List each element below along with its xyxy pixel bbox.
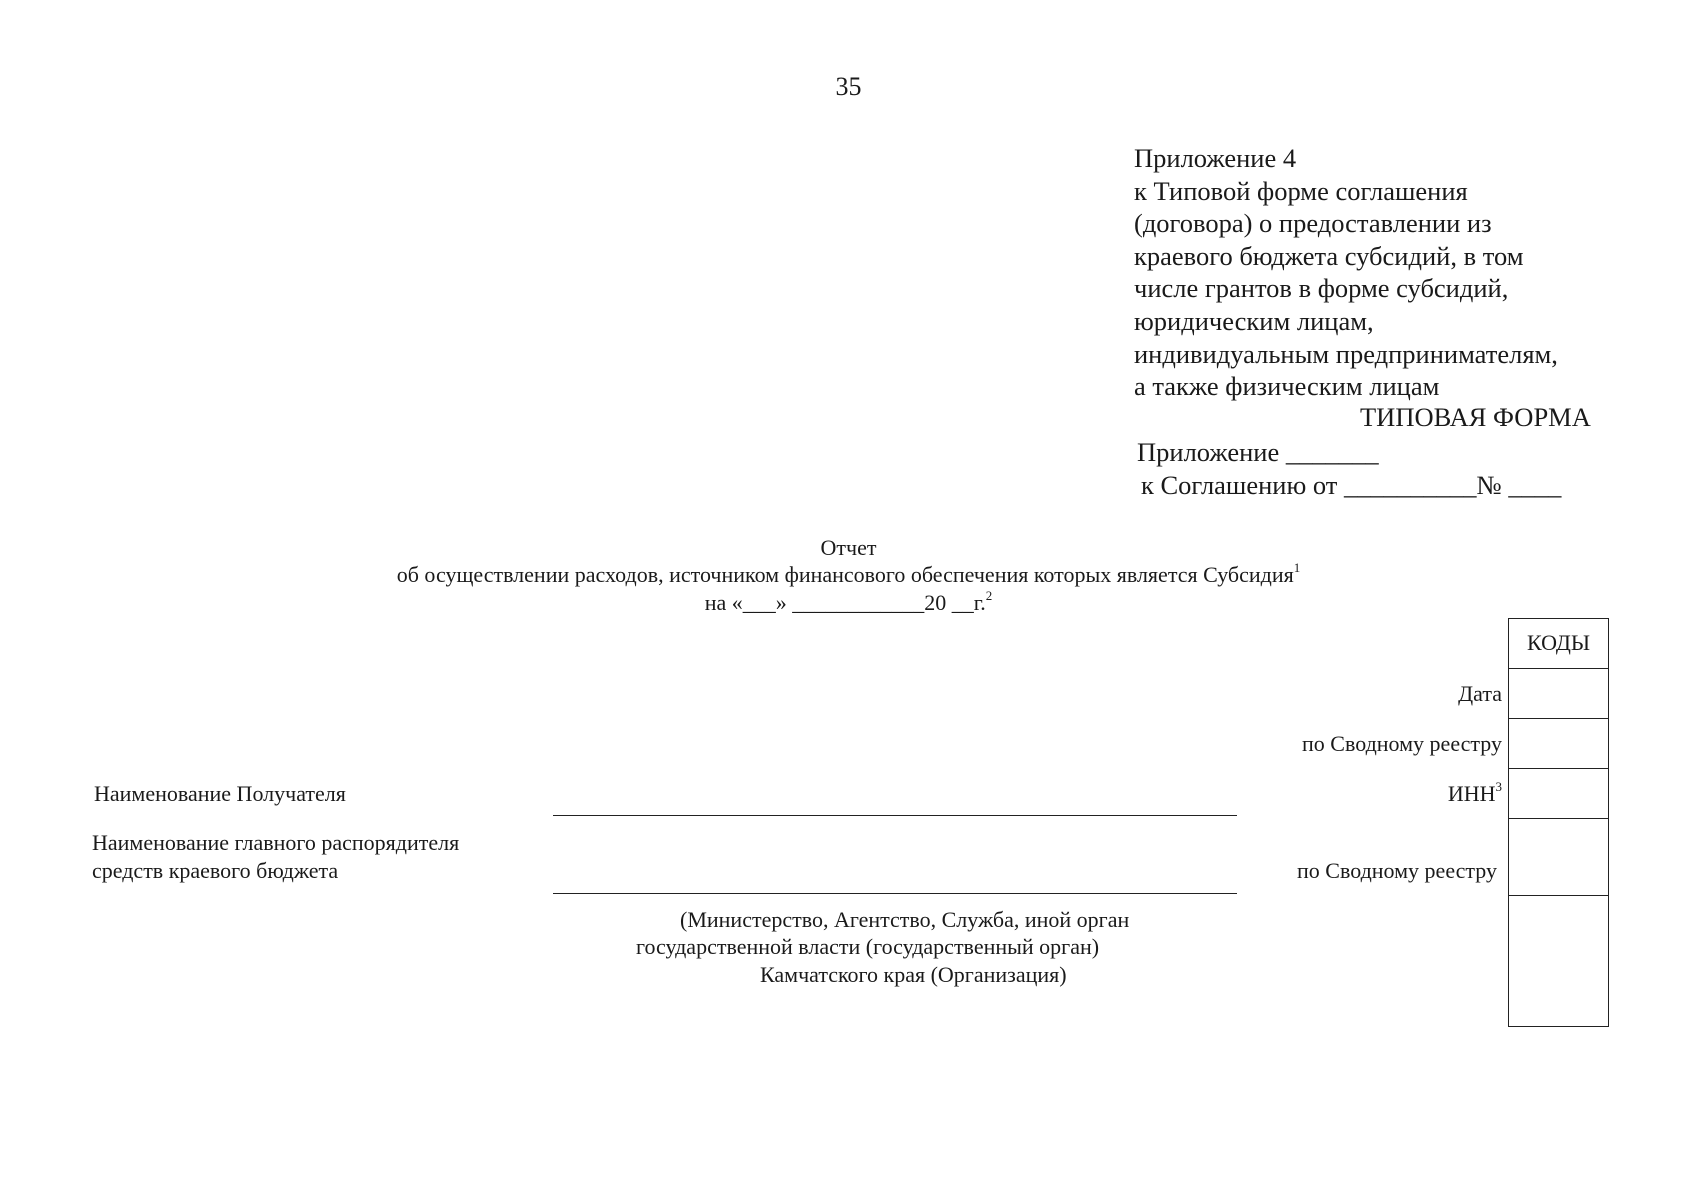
report-subtitle-text: об осуществлении расходов, источником финансового обеспечения которых является Субсидия	[396, 562, 1294, 587]
appendix-line: индивидуальным предпринимателям,	[1134, 338, 1558, 369]
agreement-line: к Соглашению от __________№ ____	[1141, 470, 1562, 500]
codes-table	[1508, 618, 1609, 1027]
manager-label-line: средств краевого бюджета	[92, 858, 339, 883]
manager-label-line: Наименование главного распорядителя	[92, 830, 460, 855]
appendix-line: краевого бюджета субсидий, в том	[1134, 240, 1524, 271]
manager-note-line: (Министерство, Агентство, Служба, иной орган	[680, 907, 1130, 932]
appendix-heading	[1134, 142, 1558, 403]
appendix-line: юридическим лицам,	[1134, 305, 1374, 336]
footnote-mark: 2	[985, 588, 993, 603]
manager-registry-label: по Сводному реестру	[1297, 858, 1497, 883]
manager-note-line: Камчатского края (Организация)	[760, 962, 1067, 987]
recipient-label: Наименование Получателя	[94, 781, 346, 806]
footnote-mark: 3	[1495, 779, 1502, 794]
inn-code-cell	[1509, 769, 1608, 819]
date-code-cell	[1509, 669, 1608, 719]
inn-label	[1448, 781, 1502, 807]
report-date-text: на «___» ____________20 __г.	[704, 590, 986, 615]
report-subtitle	[0, 562, 1697, 588]
appendix-line: числе грантов в форме субсидий,	[1134, 273, 1509, 304]
report-title: Отчет	[820, 535, 877, 560]
footnote-mark: 1	[1293, 560, 1301, 575]
registry-code-cell	[1509, 719, 1608, 769]
report-date-line	[0, 590, 1697, 616]
manager-name-line	[553, 893, 1237, 894]
manager-note-line: государственной власти (государственный орган)	[636, 934, 1100, 959]
recipient-name-line	[553, 815, 1237, 816]
registry-label: по Сводному реестру	[1302, 731, 1502, 756]
date-label: Дата	[1458, 681, 1502, 706]
appendix-line: а также физическим лицам	[1134, 371, 1440, 402]
appendix-line: к Типовой форме соглашения	[1134, 175, 1468, 206]
typical-form-label: ТИПОВАЯ ФОРМА	[1360, 402, 1591, 432]
codes-header: КОДЫ	[1509, 619, 1608, 669]
attachment-line: Приложение _______	[1137, 437, 1379, 467]
appendix-line: (договора) о предоставлении из	[1134, 208, 1492, 239]
manager-registry-code-cell	[1509, 819, 1608, 896]
appendix-line: Приложение 4	[1134, 143, 1297, 173]
page-number: 35	[835, 72, 862, 101]
inn-label-text: ИНН	[1447, 781, 1496, 806]
